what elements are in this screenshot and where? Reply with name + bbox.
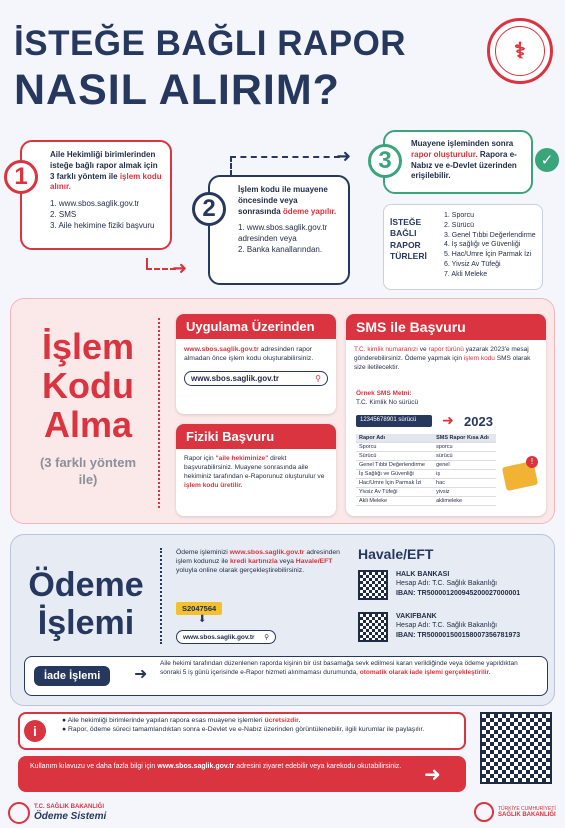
logo-text-left: T.C. SAĞLIK BAKANLIĞI Ödeme Sistemi xyxy=(34,804,107,822)
step-2-item: 1. www.sbos.saglik.gov.tr adresinden veya xyxy=(238,223,328,244)
step-2-box xyxy=(208,175,350,285)
info-icon: i xyxy=(24,720,46,742)
step-1-text: Aile Hekimliği birimlerinden isteğe bağlı rapor almak için 3 farklı yöntem ile işlem kodu alınır. xyxy=(50,150,162,192)
payment-code: S2047564 xyxy=(176,602,222,615)
info-item: ● Rapor, ödeme süreci tamamlandıktan sonra e-Devlet ve e-Nabız üzerinden görüntülenebilir, ilgili kurumlar ile paylaşılır. xyxy=(62,726,425,734)
qr-code-icon xyxy=(358,612,388,642)
islem-heading: İşlem Kodu Alma xyxy=(41,326,135,445)
sms-number: 2023 xyxy=(464,414,493,429)
app-search-box[interactable]: www.sbos.saglik.gov.tr ⚲ xyxy=(184,371,328,386)
table-row: Genel Tıbbi Değerlendirme genel xyxy=(356,461,496,470)
sms-card xyxy=(346,314,546,516)
ministry-seal-logo xyxy=(487,18,553,84)
step-1-item: 3. Aile hekimine fiziki başvuru xyxy=(50,220,155,230)
report-type-item: 1. Sporcu xyxy=(444,212,474,219)
arrow-down-icon: ⬇ xyxy=(198,614,207,625)
report-type-item: 3. Genel Tıbbi Değerlendirme xyxy=(444,231,536,239)
connector-line xyxy=(230,156,232,176)
step-3-text: Muayene işleminden sonra rapor oluşturulur. Rapora e-Nabız ve e-Devlet üzerinden erişilebilir. xyxy=(411,139,517,181)
havale-title: Havale/EFT xyxy=(358,546,434,562)
title-line-2: NASIL ALIRIM? xyxy=(14,66,340,114)
app-card-title: Uygulama Üzerinden xyxy=(176,314,336,339)
sms-example-label: Örnek SMS Metni: xyxy=(356,390,412,397)
step-2-text: İşlem kodu ile muayene öncesinde veya sonrasında ödeme yapılır. xyxy=(238,185,337,216)
arrow-right-icon: ➜ xyxy=(442,412,454,428)
logo-text-right: TÜRKİYE CUMHURİYETİ SAĞLIK BAKANLIĞI xyxy=(498,806,556,818)
report-type-item: 2. Sürücü xyxy=(444,221,474,229)
checkmark-icon: ✓ xyxy=(535,148,559,172)
report-type-item: 6. Yivsiz Av Tüfeği xyxy=(444,260,501,268)
report-types-label: İSTEĞE BAĞLI RAPOR TÜRLERİ xyxy=(390,217,427,262)
notification-icon: ! xyxy=(526,456,538,468)
table-header: SMS Rapor Kısa Adı xyxy=(433,434,496,443)
table-row: Sürücü sürücü xyxy=(356,452,496,461)
iade-text: Aile hekimi tarafından düzenlenen raporda kişinin bir üst basamağa sevk edilmesi karan verildiğinde veya ödeme yapıldıktan sonraki 5 iş günü içerisinde e-Rapor hizmeti alınmaması durumunda, otomatik olarak iade işlemi gerçekleştirilir. xyxy=(160,660,518,676)
search-icon: ⚲ xyxy=(264,634,269,641)
table-header: Rapor Adı xyxy=(356,434,433,443)
arrow-right-icon: ➜ xyxy=(424,764,441,786)
step-3-box xyxy=(383,130,533,194)
step-2-item: 2. Banka kanallarından. xyxy=(238,244,323,254)
table-row: Akli Meleke aklimeleke xyxy=(356,497,496,506)
table-row: Yivsiz Av Tüfeği yivsiz xyxy=(356,488,496,497)
info-item: ● Aile hekimliği birimlerinde yapılan rapora esas muayene işlemleri ücretsizdir. xyxy=(62,717,301,724)
table-row: Hac/Umre İçin Parmak İzi hac xyxy=(356,479,496,488)
physical-card-title: Fiziki Başvuru xyxy=(176,424,336,449)
qr-code-icon xyxy=(358,570,388,600)
info-list xyxy=(62,716,458,734)
ministry-logo xyxy=(474,802,494,822)
step-3-number: 3 xyxy=(368,144,402,178)
table-row: İş Sağlığı ve Güvenliği iş xyxy=(356,470,496,479)
step-1-item: 1. www.sbos.saglik.gov.tr xyxy=(50,199,140,209)
arrow-right-icon: ➜ xyxy=(134,666,148,683)
app-card xyxy=(176,314,336,414)
odeme-heading: Ödeme İşlemi xyxy=(28,566,144,643)
report-type-item: 4. İş sağlığı ve Güvenliği xyxy=(444,241,521,249)
sms-card-text: T.C. kimlik numaranızı ve rapor türünü yazarak 2023'e mesaj gönderebilirsiniz. Ödeme yapmak için işlem kodu SMS olarak size iletilecektir. xyxy=(354,346,531,371)
odeme-search-box[interactable]: www.sbos.saglik.gov.tr ⚲ xyxy=(176,630,276,644)
physical-card xyxy=(176,424,336,516)
report-types-list xyxy=(444,211,536,280)
qr-code-icon[interactable] xyxy=(480,712,552,784)
odeme-sistemi-logo xyxy=(8,802,30,824)
report-type-item: 5. Hac/Umre İçin Parmak İzi xyxy=(444,251,532,259)
divider xyxy=(160,548,162,644)
step-1-item: 2. SMS xyxy=(50,209,77,219)
sms-table xyxy=(356,434,496,506)
step-1-number: 1 xyxy=(4,160,38,194)
footer-bar-text: Kullanım kılavuzu ve daha fazla bilgi için www.sbos.saglik.gov.tr adresini ziyaret edebilir veya karekodu okutabilirsiniz. xyxy=(30,763,402,770)
connector-line xyxy=(230,156,340,158)
arrow-right-icon: ➜ xyxy=(336,146,352,166)
table-row: Sporcu sporcu xyxy=(356,443,496,452)
sms-card-title: SMS ile Başvuru xyxy=(346,314,546,340)
search-icon: ⚲ xyxy=(315,374,321,384)
iade-label: İade İşlemi xyxy=(34,666,110,686)
caduceus-icon: ⚕ xyxy=(495,26,545,76)
sms-example-box: 12345678901 sürücü xyxy=(356,415,432,427)
step-2-number: 2 xyxy=(192,192,226,226)
bank-halk: HALK BANKASI Hesap Adı: T.C. Sağlık Bakanlığı IBAN: TR500001200945200027000001 xyxy=(396,571,521,597)
bank-vakif: VAKIFBANK Hesap Adı: T.C. Sağlık Bakanlığı IBAN: TR500001500158007356781973 xyxy=(396,613,521,639)
physical-card-text: Rapor için "aile hekiminize" direkt başvurabilirsiniz. Muayene sonrasında aile hekiminiz tarafından e-Raporunuz oluşturulur ve işlem kodu üretilir. xyxy=(184,455,325,489)
app-card-text: www.sbos.saglik.gov.tr adresinden rapor almadan önce işlem kodu oluşturabilirsiniz. xyxy=(184,346,314,363)
islem-subheading: (3 farklı yöntem ile) xyxy=(39,455,137,487)
divider xyxy=(158,318,160,508)
step-1-box xyxy=(20,140,172,250)
sms-example-value: T.C. Kimlik No sürücü xyxy=(356,399,419,406)
odeme-text: Ödeme işleminizi www.sbos.saglik.gov.tr adresinden işlem kodunuz ile kredi kartınızla veya Havale/EFT yoluyla online olarak gerçekleştirebilirsiniz. xyxy=(176,549,340,575)
arrow-right-icon: ➜ xyxy=(172,258,188,278)
report-type-item: 7. Akli Meleke xyxy=(444,270,488,278)
report-types-box xyxy=(383,204,543,290)
title-line-1: İSTEĞE BAĞLI RAPOR xyxy=(14,24,407,63)
